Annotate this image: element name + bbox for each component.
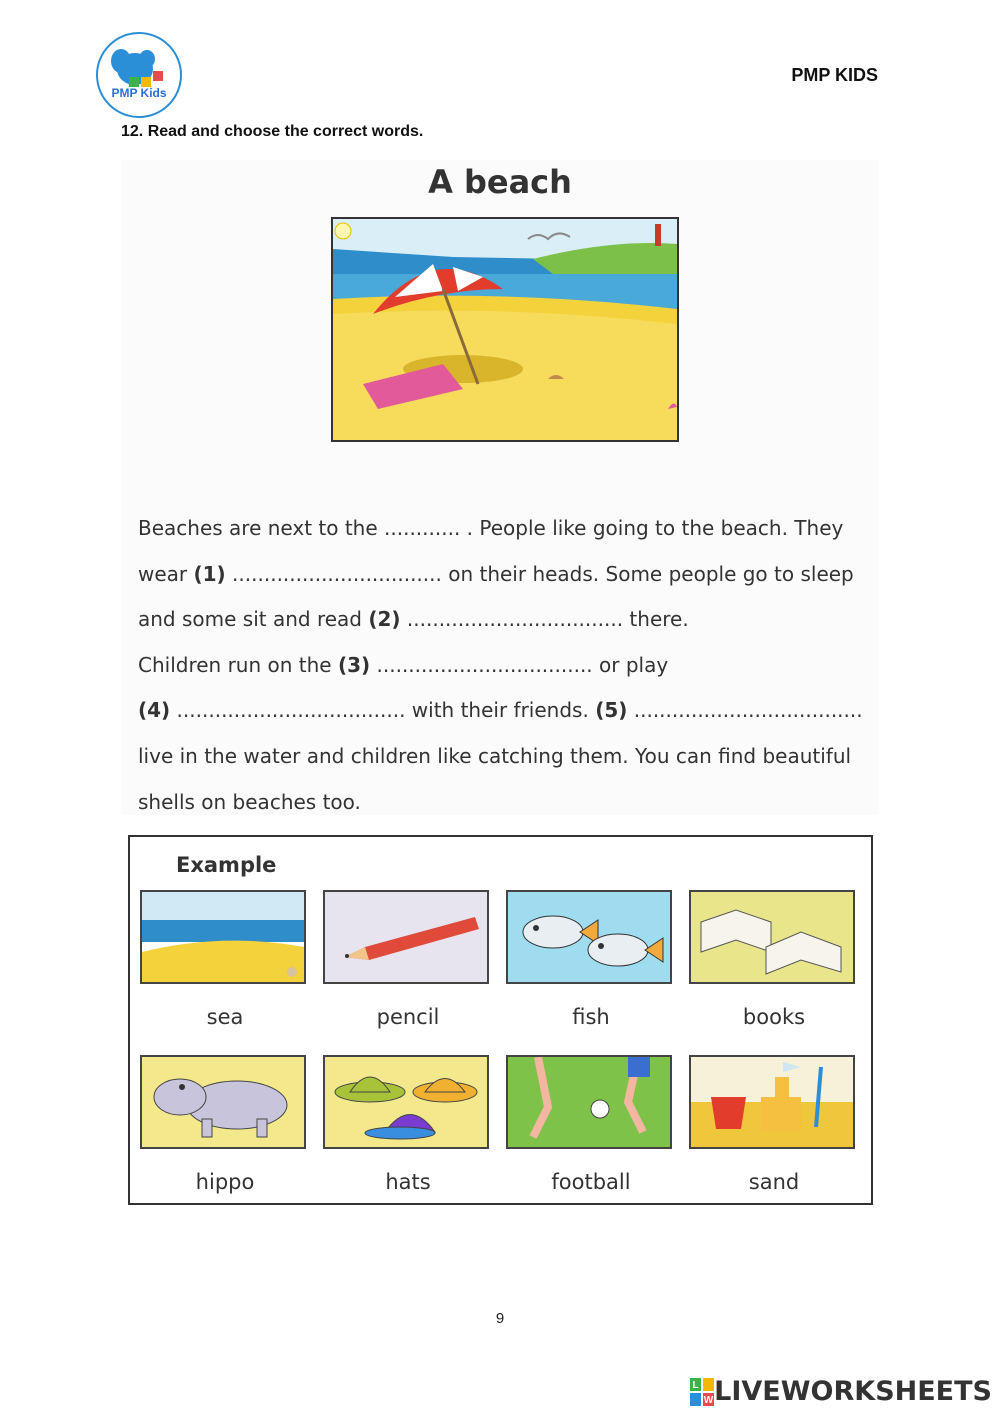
blank-number: (5) xyxy=(595,698,628,722)
word-pencil: pencil xyxy=(376,1005,440,1029)
blank-1[interactable]: ................................. xyxy=(225,562,442,586)
page-number: 9 xyxy=(495,1310,505,1327)
story-line-1: Beaches are next to the ............ . People like going to the beach. They xyxy=(138,516,844,540)
svg-text:PMP Kids: PMP Kids xyxy=(111,86,167,100)
football-picture xyxy=(506,1055,672,1149)
fish-picture xyxy=(506,890,672,984)
pmp-kids-logo xyxy=(95,31,183,119)
word-sea: sea xyxy=(206,1005,244,1029)
story-line-5: (4) .................................... with their friends. (5) .................................... xyxy=(138,698,863,722)
svg-text:W: W xyxy=(703,1394,714,1406)
word-fish: fish xyxy=(572,1005,610,1029)
exercise-instruction: 12. Read and choose the correct words. xyxy=(121,123,424,140)
hats-picture xyxy=(323,1055,489,1149)
word-hats: hats xyxy=(385,1170,431,1194)
story-title: A beach xyxy=(428,163,572,201)
blank-2[interactable]: .................................. xyxy=(400,607,624,631)
story-line-2: wear (1) ................................. on their heads. Some people go to sleep xyxy=(138,562,854,586)
sea-picture xyxy=(140,890,306,984)
books-picture xyxy=(689,890,855,984)
liveworksheets-text: LIVEWORKSHEETS xyxy=(714,1376,992,1407)
story-line-3: and some sit and read (2) .................................. there. xyxy=(138,607,689,631)
blank-4[interactable]: .................................... xyxy=(170,698,406,722)
blank-example[interactable]: ............ xyxy=(384,516,461,540)
hippo-picture xyxy=(140,1055,306,1149)
story-line-6: live in the water and children like catching them. You can find beautiful xyxy=(138,744,852,768)
beach-illustration xyxy=(331,217,679,442)
word-sand: sand xyxy=(748,1170,800,1194)
story-line-4: Children run on the (3) .................................. or play xyxy=(138,653,669,677)
blank-number: (3) xyxy=(337,653,371,677)
svg-text:L: L xyxy=(692,1379,699,1391)
word-football: football xyxy=(551,1170,631,1194)
example-label: Example xyxy=(176,853,277,877)
blank-number: (1) xyxy=(193,562,226,586)
pencil-picture xyxy=(323,890,489,984)
blank-number: (2) xyxy=(368,607,401,631)
liveworksheets-logo[interactable] xyxy=(690,1376,992,1407)
blank-3[interactable]: .................................. xyxy=(370,653,593,677)
word-hippo: hippo xyxy=(195,1170,255,1194)
word-books: books xyxy=(742,1005,806,1029)
brand-name: PMP KIDS xyxy=(791,65,878,85)
sand-picture xyxy=(689,1055,855,1149)
blank-number: (4) xyxy=(138,698,171,722)
liveworksheets-icon xyxy=(690,1378,714,1406)
blank-5[interactable]: .................................... xyxy=(627,698,863,722)
story-line-7: shells on beaches too. xyxy=(138,790,361,814)
